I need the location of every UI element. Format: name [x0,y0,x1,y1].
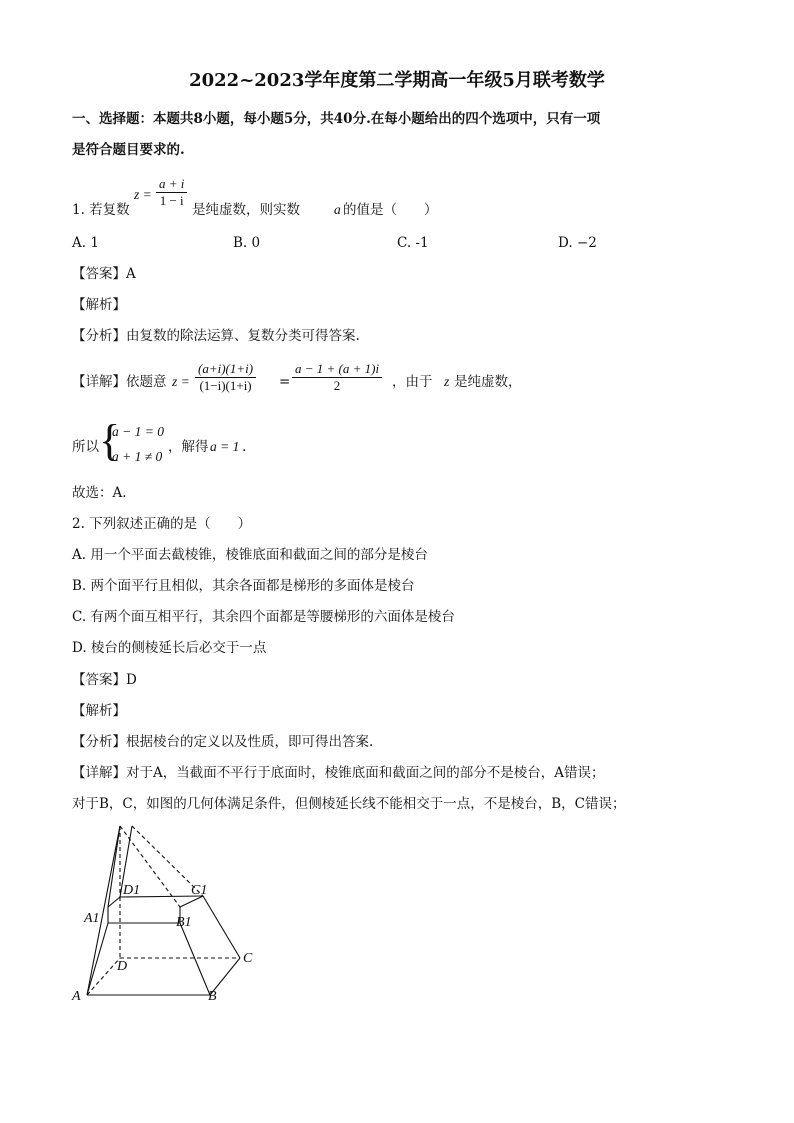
q1-detail-den2: 2 [333,378,341,393]
q1-option-b: B. 0 [233,235,261,251]
q2-analysis-label: 【解析】 [72,703,126,719]
section-heading-line1: 一、选择题：本题共8小题，每小题5分，共40分.在每小题给出的四个选项中，只有一项 [72,111,601,127]
q2-option-d: D. 棱台的侧棱延长后必交于一点 [72,640,267,656]
q2-answer: 【答案】D [72,672,137,688]
q1-jiede-end: . [242,439,247,455]
q1-option-a: A. 1 [72,235,99,251]
edge-b1b [180,923,210,995]
q1-detail-tail2: 是纯虚数， [454,374,522,390]
q1-xiangjie-label: 【详解】依题意 [72,374,167,390]
q1-jiede: ，解得 [168,439,209,455]
q1-prefix: 1. 若复数 [72,202,130,218]
q1-answer: 【答案】A [72,266,136,282]
q2-line2: 对于B，C，如图的几何体满足条件，但侧棱延长线不能相交于一点，不是棱台，B，C错误； [72,796,626,812]
q1-z-eq: z = [134,187,152,202]
q1-suffix: 是纯虚数，则实数 [192,202,300,218]
page-title: 2022~2023学年度第二学期高一年级5月联考数学 [189,70,605,91]
label-a1: A1 [84,911,100,926]
label-c1: C1 [191,883,208,898]
q1-system-eq1: a − 1 = 0 [112,424,164,439]
q1-suffix2: 的值是（ ） [343,202,438,218]
edge-c1c [203,896,240,958]
q2-option-a: A. 用一个平面去截棱锥，棱锥底面和截面之间的部分是棱台 [72,547,428,563]
q2-fenxi: 【分析】根据棱台的定义以及性质，即可得出答案. [72,734,374,750]
q1-fenxi: 【分析】由复数的除法运算、复数分类可得答案. [72,328,360,344]
q1-fraction-num: a + i [156,176,187,193]
edge-line [108,826,120,907]
q1-detail-eq: = [279,374,291,390]
q1-analysis-label: 【解析】 [72,297,126,313]
label-d: D [117,959,128,974]
q1-detail-fraction1 [195,361,256,394]
label-b: B [208,989,217,1004]
q1-detail-fraction2 [292,361,382,394]
q1-fraction [156,176,187,209]
q1-jiede-val: a = 1 [210,439,240,454]
q1-option-d: D. −2 [558,235,597,251]
section-heading-line2: 是符合题目要求的. [72,142,185,158]
q1-system-eq2: a + 1 ≠ 0 [112,449,163,464]
q1-detail-z: z = [172,374,190,389]
q2-option-b: B. 两个面平行且相似，其余各面都是梯形的多面体是棱台 [72,578,415,594]
q1-fraction-den: 1 − i [159,193,184,208]
q1-detail-den1: (1−i)(1+i) [199,378,252,393]
q1-option-c: C. -1 [397,235,429,251]
q2-option-c: C. 有两个面互相平行，其余四个面都是等腰梯形的六面体是棱台 [72,609,455,625]
q2-stem: 2. 下列叙述正确的是（ ） [72,516,252,532]
q1-suoyi: 所以 [72,439,99,455]
q1-guxuan: 故选：A. [72,485,127,501]
q1-var: a [334,202,341,217]
q1-detail-tail: ，由于 [392,374,433,390]
label-a: A [72,989,81,1004]
q1-system-brace: { [99,416,121,465]
frustum-figure [60,818,280,1013]
label-b1: B1 [176,915,192,930]
edge-a1a [87,923,108,995]
q2-xiangjie: 【详解】对于A，当截面不平行于底面时，棱锥底面和截面之间的部分不是棱台，A错误； [72,765,605,781]
q1-detail-tail-var: z [444,374,450,389]
q1-detail-num2: a − 1 + (a + 1)i [292,361,382,378]
label-c: C [243,951,253,966]
q1-detail-num1: (a+i)(1+i) [195,361,256,378]
label-d1: D1 [123,883,141,898]
